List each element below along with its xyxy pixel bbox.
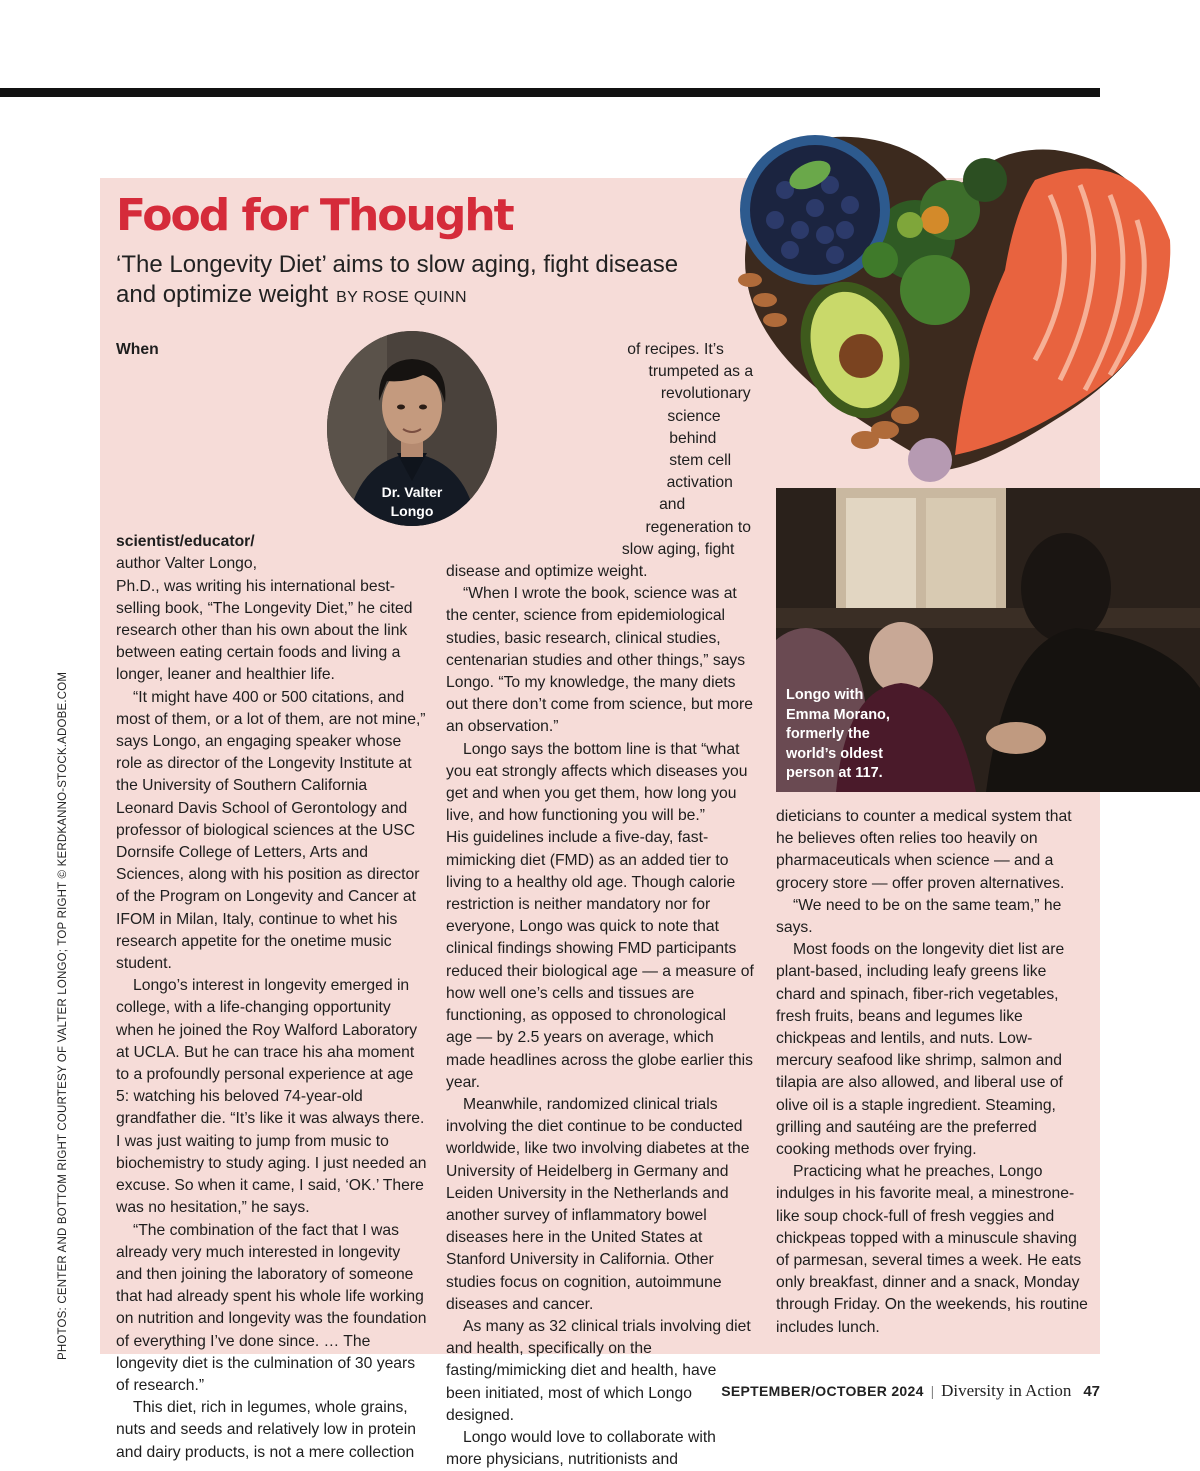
portrait-photo <box>327 331 497 526</box>
magazine-name: Diversity in Action <box>941 1381 1072 1400</box>
paragraph: “The combination of the fact that I was already very much interested in longevity and then joining the laboratory of someone that had already spent his whole life working on nutrition and longevity was the foundation of everything I’ve done since. … The longevity diet is the culmination of 30 years of research.” <box>116 1221 427 1394</box>
article-column-3 <box>776 806 1088 1339</box>
longevity-food-heart-image <box>705 120 1200 500</box>
portrait-caption-line: Longo <box>390 503 434 519</box>
paragraph: His guidelines include a five-day, fast-mimicking diet (FMD) as an added tier to living to a healthy old age. Though calorie restriction is neither mandatory nor for everyone, Longo was quick to note that clinical findings showing FMD participants reduced their biological age — a measure of how well one’s cells and tissues are functioning, as opposed to chronological age — by 2.5 years on average, which made headlines across the globe earlier this year. <box>446 829 754 1091</box>
photo-caption-line: formerly the <box>786 726 870 742</box>
photo-caption-line: world’s oldest <box>786 745 883 762</box>
deck-line-2 <box>116 280 716 313</box>
broccoli <box>862 242 898 278</box>
paragraph: Meanwhile, randomized clinical trials involving the diet continue to be conducted worldwide, like two involving diabetes at the University of Heidelberg in Germany and Leiden University in the Netherlands and another survey of inflammatory bowel diseases here in the United States at Stanford University in California. Other studies focus on cognition, autoimmune diseases and cancer. <box>446 1095 750 1313</box>
photo-credit: PHOTOS: CENTER AND BOTTOM RIGHT COURTESY OF VALTER LONGO; TOP RIGHT © KERDKANNO-STOCK.ADOBE.COM <box>57 671 69 1360</box>
paragraph: of recipes. It’s trumpeted as a revolutionary science behind stem cell activation and regeneration to slow aging, fight disease and optimize weight. <box>446 341 754 581</box>
deck-line-1: ‘The Longevity Diet’ aims to slow aging, fight disease <box>116 251 679 278</box>
deck-line-2-text: and optimize weight <box>116 281 329 308</box>
paragraph: “We need to be on the same team,” he says. <box>776 896 1062 937</box>
article-deck <box>116 250 716 313</box>
page-footer <box>721 1381 1100 1401</box>
paragraph: dieticians to counter a medical system that he believes often relies too heavily on pharmaceuticals when science — and a grocery store — offer proven alternatives. <box>776 808 1072 892</box>
paragraph: Most foods on the longevity diet list are plant-based, including leafy greens like chard and spinach, fiber-rich vegetables, fresh fruits, beans and legumes like chickpeas and lentils, and nuts. Low-mercury seafood like shrimp, salmon and tilapia are also allowed, and liberal use of olive oil is a staple ingredient. Steaming, grilling and sautéing are the preferred cooking methods over frying. <box>776 941 1065 1159</box>
photo-caption-line: person at 117. <box>786 765 883 781</box>
article-title: Food for Thought <box>116 190 513 241</box>
photo-longo-emma-morano <box>776 488 1200 792</box>
top-rule <box>0 88 1100 97</box>
footer-separator: | <box>930 1383 935 1399</box>
portrait-caption <box>327 483 497 521</box>
issue-date: SEPTEMBER/OCTOBER 2024 <box>721 1383 924 1399</box>
paragraph: Practicing what he preaches, Longo indulges in his favorite meal, a minestrone-like soup chock-full of fresh veggies and chickpeas topped with a minuscule shaving of parmesan, several times a week. He eats only breakfast, dinner and a snack, Monday through Friday. On the weekends, his routine includes lunch. <box>776 1163 1088 1336</box>
paragraph-text: author Valter Longo, Ph.D., was writing his international best-selling book, “The Longevity Diet,” he cited research other than his own about the link between eating certain foods and living a longer, leaner and healthier life. <box>116 555 413 684</box>
paragraph: This diet, rich in legumes, whole grains, nuts and seeds and relatively low in protein and dairy products, is not a mere collection <box>116 1399 416 1461</box>
garlic <box>908 438 952 482</box>
byline: BY ROSE QUINN <box>336 289 467 306</box>
page-number: 47 <box>1083 1383 1100 1400</box>
portrait-caption-line: Dr. Valter <box>381 484 443 500</box>
paragraph: Longo would love to collaborate with more physicians, nutritionists and <box>446 1428 716 1469</box>
paragraph: “When I wrote the book, science was at the center, science from epidemiological studies, basic research, clinical studies, centenarian studies and other things,” says Longo. “To my knowledge, the many diets out there don’t come from science, but more an observation.” <box>446 585 753 736</box>
photo-caption-line: Longo with <box>786 687 864 703</box>
photo-caption-line: Emma Morano, <box>786 706 890 723</box>
photo-caption <box>786 686 890 784</box>
paragraph: “It might have 400 or 500 citations, and most of them, or a lot of them, are not mine,” says Longo, an engaging speaker whose role as director of the Longevity Institute at the University of Southern California Leonard Davis School of Gerontology and professor of biological sciences at the USC Dornsife College of Letters, Arts and Sciences, along with his position as director of the Program on Longevity and Cancer at IFOM in Milan, Italy, continue to whet his research appetite for the onetime music student. <box>116 688 426 973</box>
lead-in: When scientist/educator/ <box>116 341 255 551</box>
paragraph: Longo says the bottom line is that “what you eat strongly affects which diseases you get and when you get them, how long you live, and how functioning you will be.” <box>446 740 748 825</box>
paragraph: Longo’s interest in longevity emerged in college, with a life-changing opportunity when he joined the Roy Walford Laboratory at UCLA. But he can trace his aha moment to a profoundly personal experience at age 5: watching his beloved 74-year-old grandfather die. “It’s like it was always there. I was just waiting to jump from music to biochemistry to study aging. I just needed an excuse. So when it came, I said, ‘OK.’ There was no hesitation,” he says. <box>116 977 427 1217</box>
paragraph: As many as 32 clinical trials involving diet and health, specifically on the fasting/mimicking diet and health, have been initiated, most of which Longo designed. <box>446 1317 751 1424</box>
